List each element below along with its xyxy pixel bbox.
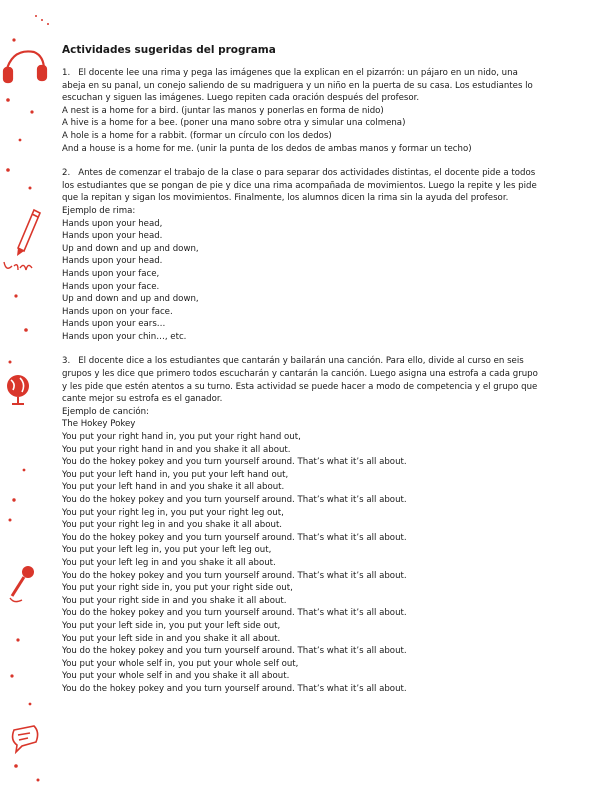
rhyme-line: Hands upon your face. <box>62 281 160 292</box>
song-line: You put your left side in, you put your left side out, <box>62 620 281 631</box>
section-intro <box>62 355 540 405</box>
song-line: You put your right side in and you shake it all about. <box>62 595 287 606</box>
activity-section-2 <box>62 167 540 343</box>
song-line: You put your whole self in and you shake it all about. <box>62 671 290 682</box>
rhyme-line: Hands upon your chin…, etc. <box>62 331 187 342</box>
song-line: You put your left hand in and you shake it all about. <box>62 482 285 493</box>
pencil-icon <box>4 210 40 270</box>
song-line: You do the hokey pokey and you turn yourself around. That’s what it’s all about. <box>62 683 407 694</box>
section-number: 2. <box>62 168 71 179</box>
decorative-dots <box>6 15 49 782</box>
rhyme-line: Hands upon your head, <box>62 218 163 229</box>
rhyme-line: A hole is a home for a rabbit. (formar un círculo con los dedos) <box>62 130 332 141</box>
song-line: You do the hokey pokey and you turn yourself around. That’s what it’s all about. <box>62 646 407 657</box>
headphones-icon <box>4 51 46 82</box>
rhyme-line: Ejemplo de rima: <box>62 205 136 216</box>
rhyme-line: Hands upon your head. <box>62 231 163 242</box>
song-line: You put your right hand in and you shake it all about. <box>62 444 291 455</box>
section-intro <box>62 167 540 205</box>
song-line: You do the hokey pokey and you turn yourself around. That’s what it’s all about. <box>62 457 407 468</box>
rhyme-line: Hands upon your face, <box>62 268 160 279</box>
song-line: You do the hokey pokey and you turn yourself around. That’s what it’s all about. <box>62 532 407 543</box>
document-body <box>62 44 540 696</box>
rhyme-line: A hive is a home for a bee. (poner una mano sobre otra y simular una colmena) <box>62 118 406 129</box>
margin-decoration <box>0 0 60 800</box>
song-line: You put your right hand in, you put your right hand out, <box>62 432 301 443</box>
microphone-icon <box>10 566 34 602</box>
rhyme-line: Up and down and up and down, <box>62 294 199 305</box>
section-number: 3. <box>62 356 71 367</box>
speech-bubble-icon <box>13 726 38 752</box>
section-intro-text: El docente lee una rima y pega las imágenes que la explican en el pizarrón: un pájaro en un nido, una abeja en su panal, un conejo saliendo de su madriguera y un niño en la puerta de su casa. Los estudiantes lo escuchan y siguen las imágenes. Luego repiten cada oración después del profesor. <box>62 68 533 104</box>
rhyme-line: Hands upon your head. <box>62 256 163 267</box>
song-line: You do the hokey pokey and you turn yourself around. That’s what it’s all about. <box>62 495 407 505</box>
song-line: You do the hokey pokey and you turn yourself around. That’s what it’s all about. <box>62 608 407 619</box>
rhyme-line: And a house is a home for me. (unir la punta de los dedos de ambas manos y formar un techo) <box>62 143 472 154</box>
song-line: The Hokey Pokey <box>62 419 136 430</box>
section-intro <box>62 67 540 105</box>
song-line: You do the hokey pokey and you turn yourself around. That’s what it’s all about. <box>62 570 407 581</box>
song-line: You put your whole self in, you put your whole self out, <box>62 658 299 669</box>
section-number: 1. <box>62 68 71 78</box>
song-line: You put your right side in, you put your right side out, <box>62 583 293 594</box>
activity-section-1 <box>62 67 540 155</box>
song-line: You put your left side in and you shake it all about. <box>62 633 281 644</box>
song-line: Ejemplo de canción: <box>62 406 149 417</box>
song-line: You put your left leg in, you put your left leg out, <box>62 545 272 556</box>
rhyme-line: Up and down and up and down, <box>62 243 199 254</box>
song-line: You put your left hand in, you put your left hand out, <box>62 469 289 480</box>
rhyme-line: Hands upon on your face. <box>62 306 173 317</box>
section-intro-text: Antes de comenzar el trabajo de la clase o para separar dos actividades distintas, el docente pide a todos los estudiantes que se pongan de pie y dice una rima acompañada de movimientos. Luego la repite y les pide que la repitan y sigan los movimientos. Finalmente, los alumnos dicen la rima sin la ayuda del profesor. <box>62 168 537 204</box>
globe-icon <box>7 375 29 404</box>
song-line: You put your right leg in, you put your right leg out, <box>62 507 284 518</box>
rhyme-line: A nest is a home for a bird. (juntar las manos y ponerlas en forma de nido) <box>62 105 384 116</box>
rhyme-line: Hands upon your ears… <box>62 319 166 330</box>
song-line: You put your left leg in and you shake it all about. <box>62 557 276 568</box>
section-intro-text: El docente dice a los estudiantes que cantarán y bailarán una canción. Para ello, divide al curso en seis grupos y les dice que primero todos escucharán y cantarán la canción. Luego asigna una estrofa a cada grupo y les pide que estén atentos a su turno. Esta actividad se puede hacer a modo de competencia y el grupo que cante mejor su estrofa es el ganador. <box>62 356 538 405</box>
activity-section-3 <box>62 355 540 695</box>
page-title: Actividades sugeridas del programa <box>62 44 276 56</box>
song-line: You put your right leg in and you shake it all about. <box>62 520 283 531</box>
